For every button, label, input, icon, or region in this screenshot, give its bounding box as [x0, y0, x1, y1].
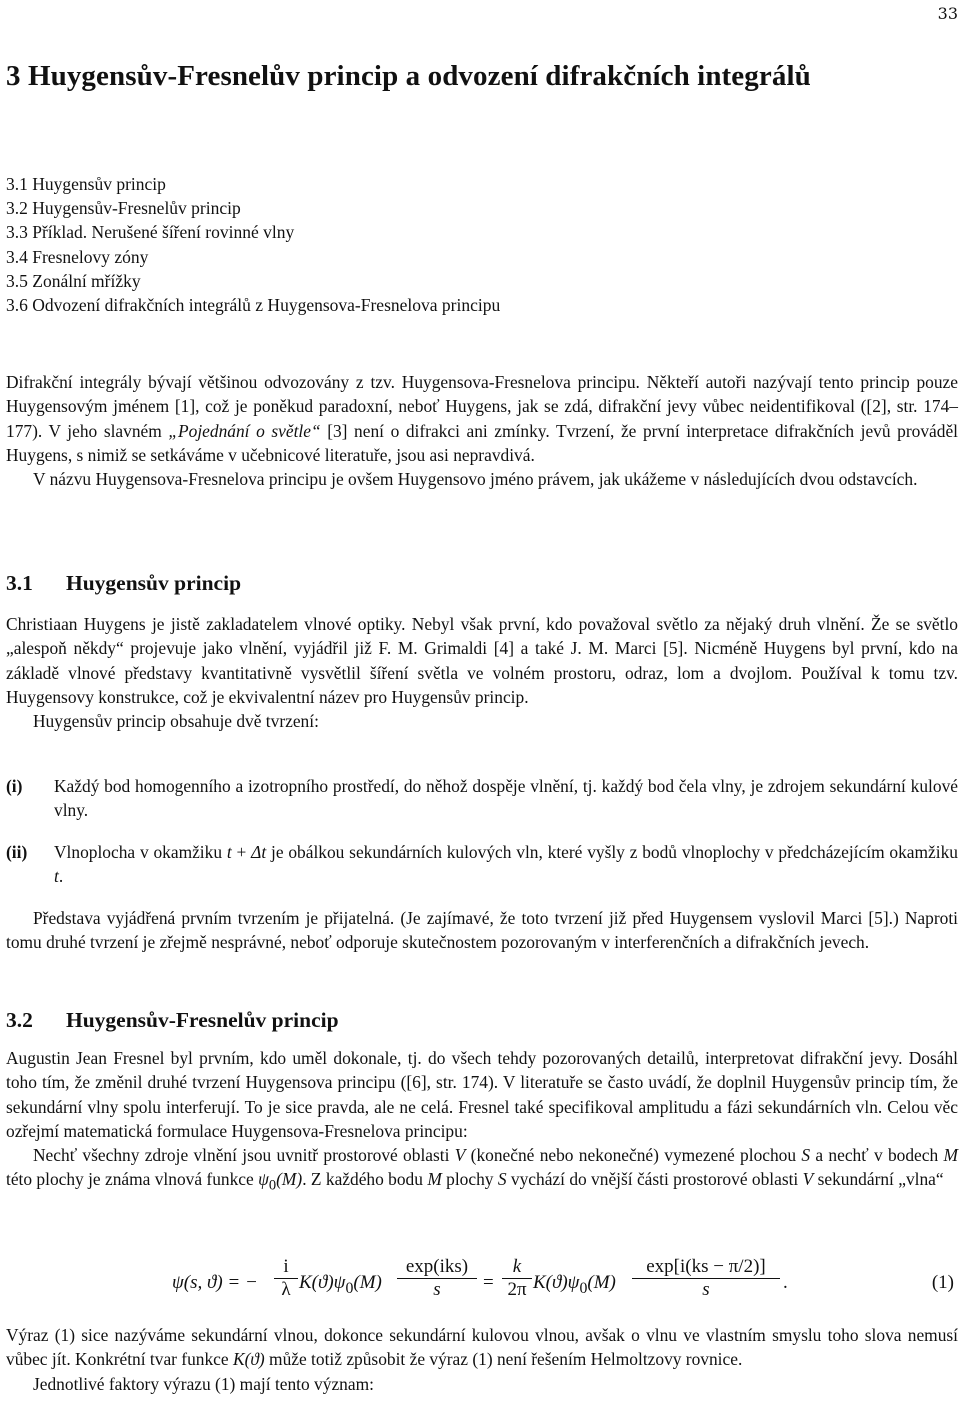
- paragraph: Výraz (1) sice nazýváme sekundární vlnou, dokonce sekundární kulovou vlnou, avšak o vlnu ve vlastním smyslu toho slova nemusí vůbec jít. Konkrétní tvar funkce K(ϑ) může totiž způsobit že výraz (1) není řešením Helmoltzovy rovnice.: [6, 1325, 958, 1370]
- toc-item[interactable]: 3.1 Huygensův princip: [6, 174, 166, 194]
- equation-term: $K(ϑ)\psi_0(M)$: [533, 1272, 616, 1297]
- page-number: 33: [937, 4, 958, 23]
- list-label: (i): [6, 776, 23, 796]
- chapter-title: 3 Huygensův-Fresnelův princip a odvození difrakčních integrálů: [6, 60, 811, 92]
- equation-number: (1): [931, 1272, 954, 1293]
- fraction: exp[i(ks − π/2)] s: [632, 1256, 780, 1301]
- toc-item[interactable]: 3.2 Huygensův-Fresnelův princip: [6, 198, 241, 219]
- section-2-text-end: [6, 1323, 958, 1396]
- section-heading: 3.2 Huygensův-Fresnelův princip: [6, 1008, 339, 1032]
- toc-item[interactable]: 3.6 Odvození difrakčních integrálů z Huygensova-Fresnelova principu: [6, 295, 501, 316]
- toc-item[interactable]: 3.5 Zonální mřížky: [6, 270, 141, 291]
- equation-term: $K(ϑ)\psi_0(M)$: [299, 1272, 382, 1297]
- section-heading: 3.1 Huygensův princip: [6, 571, 242, 595]
- paragraph: Jednotlivé faktory výrazu (1) mají tento význam:: [33, 1373, 374, 1394]
- equation-1: [0, 1238, 960, 1330]
- paragraph: Christiaan Huygens je jistě zakladatelem vlnové optiky. Nebyl však první, kdo považoval světlo za nějaký druh vlnění. Že se světlo „alespoň někdy“ projevuje jako vlnění, vyjádřil již F. M. Grimaldi [4] a také J. M. Marci [5]. Nicméně Huygens byl první, kdo na základě vlnové představy kvantitativně vysvětlil šíření světla ve volném prostoru, odraz, lom a dvojlom. Používal k tomu tzv. Huygensovy konstrukce, což je ekvivalentní název pro Huygensův princip.: [6, 614, 958, 707]
- fraction: exp(iks) s: [397, 1256, 477, 1301]
- list-item: [6, 774, 958, 823]
- equation-period: .: [783, 1272, 788, 1293]
- fraction: i λ: [274, 1256, 298, 1301]
- list-text: Každý bod homogenního a izotropního prostředí, do něhož dospěje vlnění, tj. každý bod čela vlny, je zdrojem sekundární kulové vlny.: [54, 776, 958, 821]
- intro-text: [6, 370, 958, 491]
- list-text: Vlnoplocha v okamžiku t + Δt je obálkou sekundárních kulových vln, které vyšly z bodů vlnoplochy v předcházejícím okamžiku t.: [54, 842, 958, 887]
- toc-item[interactable]: 3.3 Příklad. Nerušené šíření rovinné vlny: [6, 222, 295, 243]
- list-item: [6, 840, 958, 889]
- intro-paragraph: V názvu Huygensova-Fresnelova principu je ovšem Huygensovo jméno právem, jak ukážeme v následujících dvou odstavcích.: [33, 469, 918, 490]
- intro-paragraph: Difrakční integrály bývají většinou odvozovány z tzv. Huygensova-Fresnelova principu. Někteří autoři nazývají tento princip pouze Huygensovým jménem [1], což je poněkud paradoxní, neboť Huygens, jak se zdá, difrakční jevy vůbec neidentifikoval ([2], str. 174–177). V jeho slavném „Pojednání o světle“ [3] není o difrakci ani zmínky. Tvrzení, že první interpretace difrakčních jevů prováděl Huygens, s nimiž se setkáváme v učebnicové literatuře, jsou asi nepravdivá.: [6, 372, 958, 465]
- toc-item[interactable]: 3.4 Fresnelovy zóny: [6, 246, 149, 267]
- section-2-text: [6, 1046, 958, 1198]
- paragraph: Huygensův princip obsahuje dvě tvrzení:: [33, 711, 319, 732]
- fraction: k 2π: [502, 1256, 532, 1301]
- equals-sign: =: [483, 1272, 494, 1293]
- paragraph: Augustin Jean Fresnel byl prvním, kdo uměl dokonale, tj. do všech tehdy pozorovaných detailů, interpretovat difrakční jevy. Dosáhl toho tím, že změnil druhé tvrzení Huygensova principu ([6], str. 174). V literatuře se často uvádí, že doplnil Huygensův princip tím, že sekundární vlny spolu interferují. To je sice pravda, ale ne celá. Fresnel také specifikoval amplitudu a fázi sekundárních vln. Celou věc ozřejmí matematická formulace Huygensova-Fresnelova principu:: [6, 1048, 958, 1141]
- paragraph: Nechť všechny zdroje vlnění jsou uvnitř prostorové oblasti V (konečné nebo nekonečné) vymezené plochou S a nechť v bodech M této plochy je známa vlnová funkce $\psi_0(M)$. Z každého bodu M plochy S vychází do vnější části prostorové oblasti V sekundární „vlna“: [6, 1145, 958, 1194]
- equation-lhs: ψ(s, ϑ) = −: [172, 1272, 258, 1293]
- paragraph: Představa vyjádřená prvním tvrzením je přijatelná. (Je zajímavé, že toto tvrzení již před Huygensem vyslovil Marci [5].) Naproti tomu druhé tvrzení je zřejmě nesprávné, neboť odporuje skutečnostem pozorovaným v interferenčních a difrakčních jevech.: [6, 908, 958, 953]
- section-1-text-end: [6, 906, 958, 955]
- section-1-text: [6, 612, 958, 733]
- list-label: (ii): [6, 842, 28, 862]
- table-of-contents: [6, 172, 500, 317]
